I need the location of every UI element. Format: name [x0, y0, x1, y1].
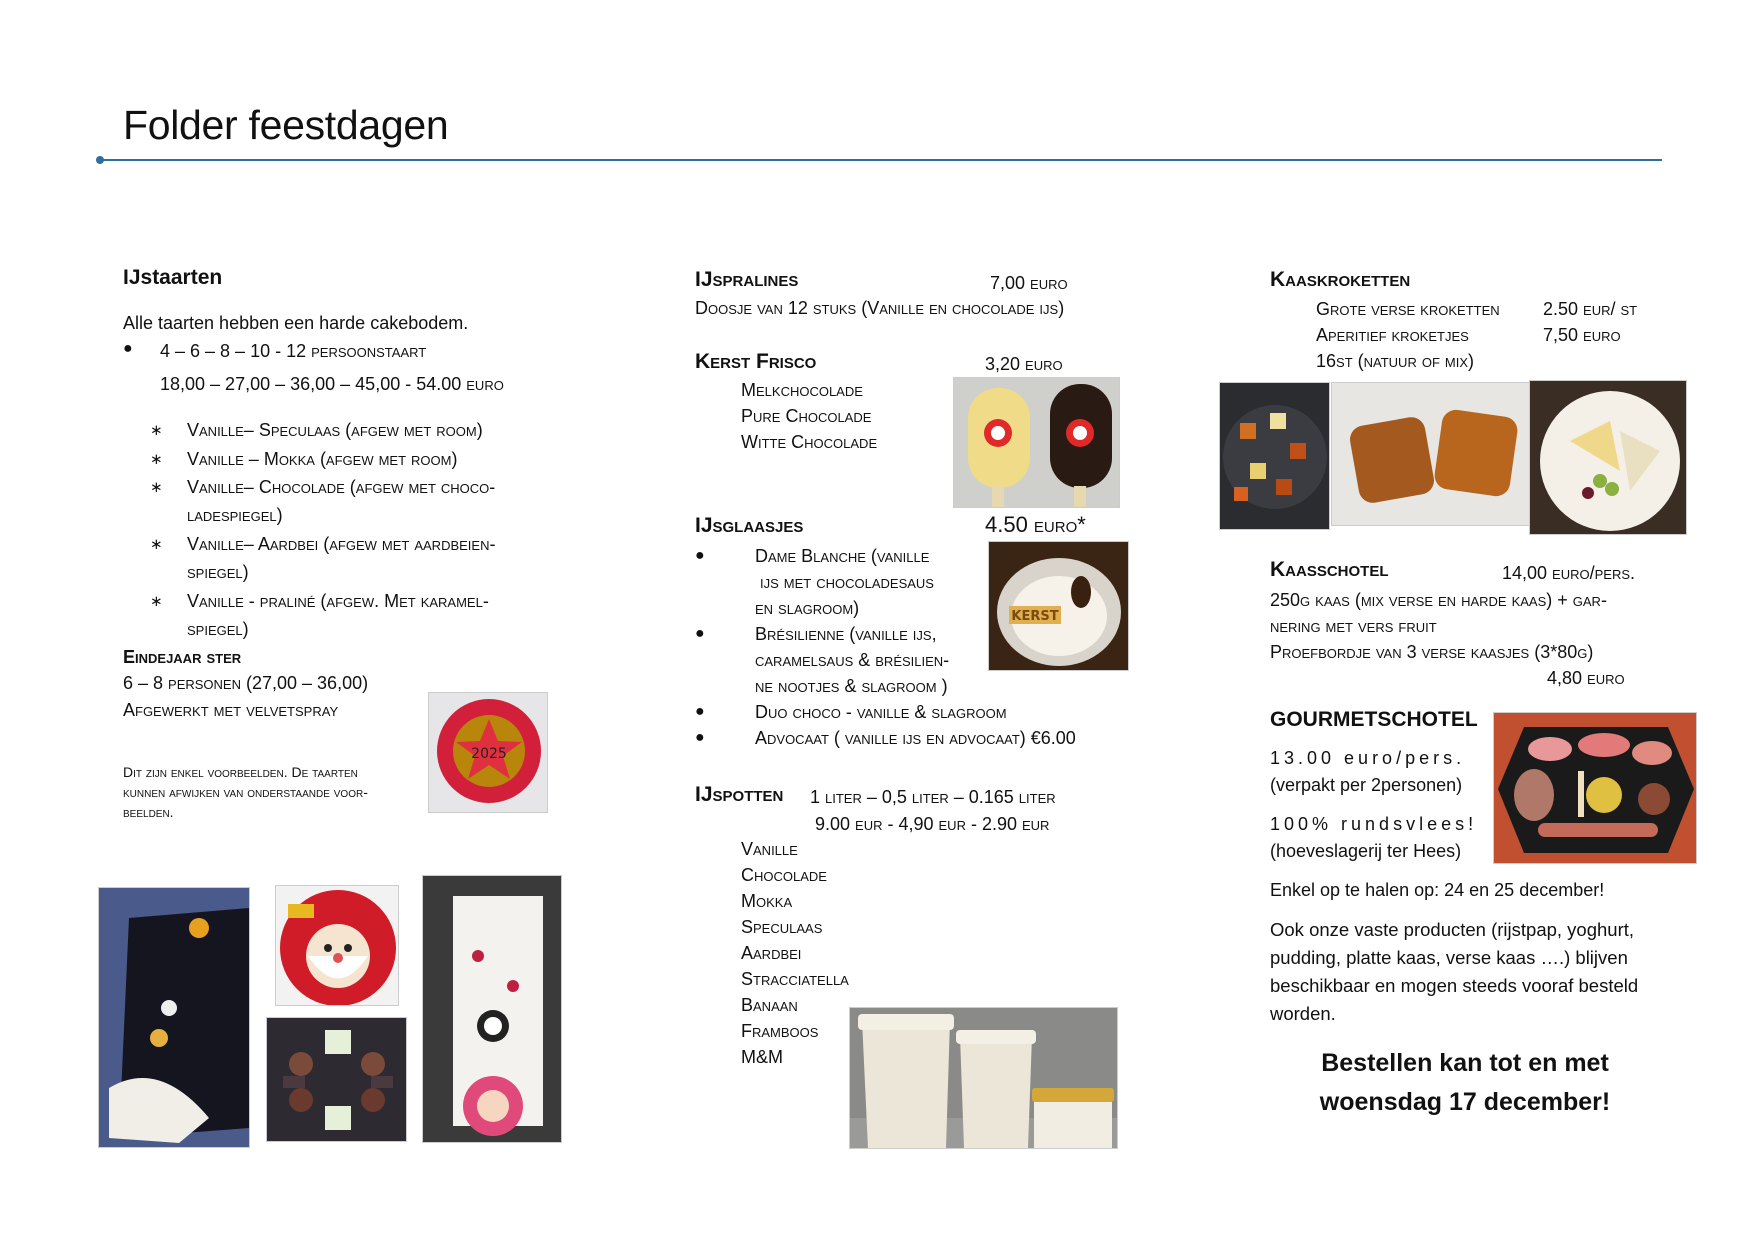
- kroket-label: Grote verse kroketten: [1316, 299, 1500, 319]
- flavour-item: Vanille: [741, 839, 798, 859]
- frisco-item: Witte Chocolade: [741, 432, 878, 452]
- pralines-desc: Doosje van 12 stuks (Vanille en chocolade ijs): [695, 298, 1065, 318]
- flavour-item: Banaan: [741, 995, 798, 1015]
- frisco-item: Melkchocolade: [741, 380, 863, 400]
- kerst-label-text: KERST: [1011, 609, 1059, 624]
- ster-cake-photo: [428, 692, 548, 813]
- frisco-item: Pure Chocolade: [741, 406, 872, 426]
- frisco-heading: Kerst Frisco: [695, 350, 817, 373]
- ster-heading: Eindejaar ster: [123, 647, 242, 667]
- pralines-heading: IJspralines: [695, 268, 799, 291]
- ster-year-text: 2025: [471, 746, 507, 762]
- gourmet-heading: GOURMETSCHOTEL: [1270, 708, 1478, 731]
- pickup-note: Enkel op te halen op: 24 en 25 december!: [1270, 880, 1605, 900]
- page-title: Folder feestdagen: [123, 102, 449, 148]
- taart-item: Vanille– Chocolade (afgew met choco-: [187, 477, 496, 497]
- star-bullet: ∗: [150, 593, 163, 610]
- glaasje-line: caramelsaus & brésilien-: [755, 650, 950, 670]
- kroket-price: 7,50 euro: [1543, 325, 1621, 345]
- ijstaarten-prices: 18,00 – 27,00 – 36,00 – 45,00 - 54.00 euro: [160, 374, 504, 394]
- bullet-dot: ●: [695, 547, 705, 564]
- taart-item: Vanille - praliné (afgew. Met karamel-: [187, 591, 489, 611]
- flavour-item: Mokka: [741, 891, 793, 911]
- kroket-large-photo: [1331, 382, 1531, 526]
- glaasje-line: Duo choco - vanille & slagroom: [755, 702, 1007, 722]
- flavour-item: Speculaas: [741, 917, 823, 937]
- flavour-item: Chocolade: [741, 865, 827, 885]
- frisco-price: 3,20 euro: [985, 354, 1063, 374]
- taart-item: Vanille– Speculaas (afgew met room): [187, 420, 483, 440]
- pralines-price: 7,00 euro: [990, 273, 1068, 293]
- disclaimer-note: Dit zijn enkel voorbeelden. De taarten kunnen afwijken van onderstaande voor- beelden.: [123, 764, 368, 820]
- bullet-dot: ●: [695, 625, 705, 642]
- potten-sizes: 1 liter – 0,5 liter – 0.165 liter: [810, 787, 1056, 807]
- ijspotten-photo: [849, 1007, 1118, 1149]
- kroket-heading: Kaaskroketten: [1270, 268, 1411, 291]
- gourmet-price: 13.00 euro/pers.: [1270, 748, 1466, 768]
- bullet-dot: ●: [123, 340, 133, 357]
- ijstaarten-heading: IJstaarten: [123, 266, 223, 289]
- glaasje-line: ijs met chocoladesaus: [755, 572, 934, 592]
- ijstaarten-sizes: 4 – 6 – 8 – 10 - 12 persoonstaart: [160, 341, 427, 361]
- taart-item: spiegel): [187, 619, 249, 639]
- flavour-item: Framboos: [741, 1021, 819, 1041]
- kroket-bites-photo: [1219, 382, 1330, 530]
- kroket-label: Aperitief kroketjes: [1316, 325, 1469, 345]
- star-bullet: ∗: [150, 479, 163, 496]
- buche-chocolate-photo: [98, 887, 250, 1148]
- star-bullet: ∗: [150, 536, 163, 553]
- potten-prices: 9.00 eur - 4,90 eur - 2.90 eur: [815, 814, 1050, 834]
- bullet-dot: ●: [695, 729, 705, 746]
- schotel-price: 14,00 euro/pers.: [1502, 563, 1636, 583]
- kroket-price: 2.50 eur/ st: [1543, 299, 1638, 319]
- glaasje-line: Advocaat ( vanille ijs en advocaat) €6.00: [755, 728, 1076, 748]
- vaste-producten: Ook onze vaste producten (rijstpap, yoghurt, pudding, platte kaas, verse kaas ….) blijven beschikbaar en mogen steeds vooraf besteld worden.: [1270, 919, 1639, 1024]
- glaasje-line: Brésilienne (vanille ijs,: [755, 624, 937, 644]
- taart-item: spiegel): [187, 562, 249, 582]
- order-deadline: Bestellen kan tot en met woensdag 17 december!: [1319, 1049, 1611, 1116]
- santa-cake-photo: [275, 885, 399, 1006]
- proefbordje-price: 4,80 euro: [1547, 668, 1625, 688]
- buche-white-photo: [422, 875, 562, 1143]
- frisco-photo: [953, 377, 1120, 508]
- taart-item: Vanille– Aardbei (afgew met aardbeien-: [187, 534, 496, 554]
- kaasschotel-photo: [1529, 380, 1687, 535]
- flavour-item: Stracciatella: [741, 969, 849, 989]
- gourmet-photo: [1493, 712, 1697, 864]
- bullet-dot: ●: [695, 703, 705, 720]
- schotel-line: 250g kaas (mix verse en harde kaas) + gar-: [1270, 590, 1607, 610]
- schotel-line: nering met vers fruit: [1270, 616, 1437, 636]
- schotel-line: Proefbordje van 3 verse kaasjes (3*80g): [1270, 642, 1594, 662]
- star-bullet: ∗: [150, 422, 163, 439]
- gourmet-meat: 100% rundsvlees!: [1270, 814, 1478, 834]
- pralines-photo: [266, 1017, 407, 1142]
- star-bullet: ∗: [150, 451, 163, 468]
- ijstaarten-intro: Alle taarten hebben een harde cakebodem.: [123, 313, 469, 333]
- title-rule: [100, 159, 1662, 161]
- glaasje-line: Dame Blanche (vanille: [755, 546, 930, 566]
- schotel-heading: Kaasschotel: [1270, 558, 1389, 581]
- glaasje-line: en slagroom): [755, 598, 860, 618]
- taart-item: Vanille – Mokka (afgew met room): [187, 449, 458, 469]
- potten-heading: IJspotten: [695, 783, 784, 806]
- ster-finish: Afgewerkt met velvetspray: [123, 700, 339, 720]
- glaasjes-heading: IJsglaasjes: [695, 514, 804, 537]
- gourmet-pack: (verpakt per 2personen): [1270, 775, 1463, 795]
- kroket-label: 16st (natuur of mix): [1316, 351, 1474, 371]
- ster-persons: 6 – 8 personen (27,00 – 36,00): [123, 673, 369, 693]
- glaasje-photo: [988, 541, 1129, 671]
- glaasje-line: ne nootjes & slagroom ): [755, 676, 948, 696]
- flavour-item: M&M: [741, 1047, 783, 1067]
- flavour-item: Aardbei: [741, 943, 802, 963]
- gourmet-source: (hoeveslagerij ter Hees): [1270, 841, 1462, 861]
- glaasjes-price: 4.50 euro*: [985, 512, 1086, 537]
- taart-item: ladespiegel): [187, 505, 283, 525]
